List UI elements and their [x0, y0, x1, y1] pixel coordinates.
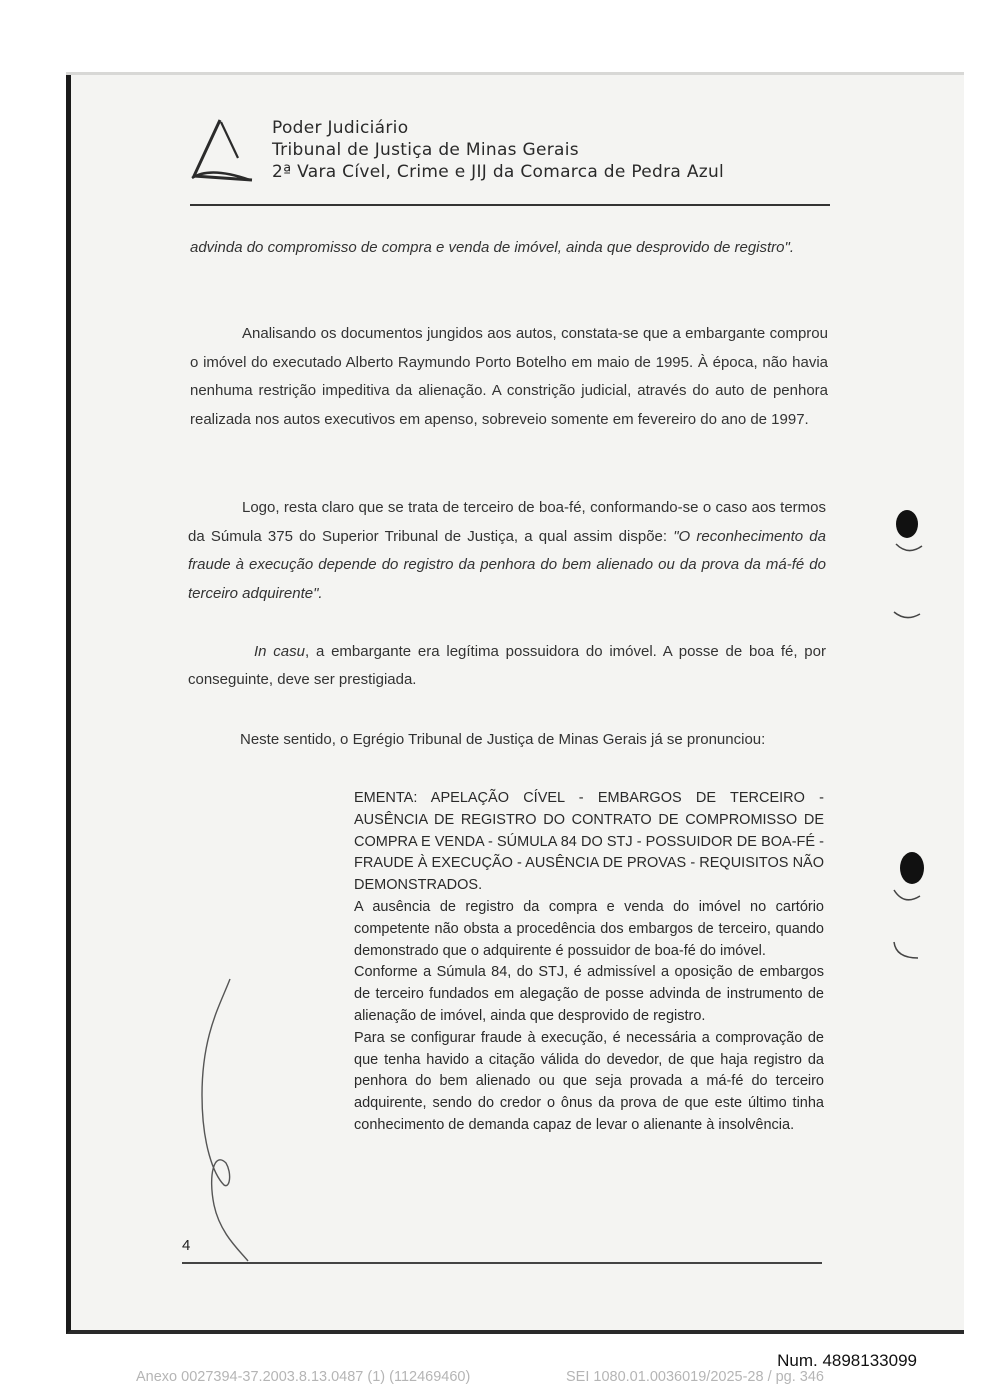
- ementa-block: [354, 788, 824, 1137]
- page-number: 4: [182, 1237, 191, 1254]
- ementa-paragraph-1: A ausência de registro da compra e venda do imóvel no cartório competente não obsta a procedência dos embargos de terceiro, quando demonstrado que o adquirente é possuidor de boa-fé do imóvel.: [354, 898, 824, 959]
- document-number: Num. 4898133099: [777, 1351, 917, 1370]
- court-triangle-logo-icon: [190, 118, 254, 184]
- paragraph-precedent-intro: Neste sentido, o Egrégio Tribunal de Justiça de Minas Gerais já se pronunciou:: [240, 731, 766, 748]
- in-casu-text: In casu: [254, 643, 305, 660]
- header-court: Tribunal de Justiça de Minas Gerais: [272, 140, 579, 160]
- ementa-paragraph-2: Conforme a Súmula 84, do STJ, é admissível a oposição de embargos de terceiro fundados em alegação de posse advinda de instrumento de alienação de imóvel, ainda que desprovido de registro.: [354, 964, 824, 1024]
- sumula-quote-text: "O reconhecimento da fraude à execução depende do registro da penhora do bem alienado ou da prova da má-fé do terceiro adquirente".: [188, 527, 826, 602]
- binder-hole-mark: [896, 510, 918, 538]
- binder-hole-arc-icon: [890, 940, 920, 964]
- paragraph-in-casu: [188, 638, 826, 694]
- ementa-paragraph-3: Para se configurar fraude à execução, é necessária a comprovação de que tenha havido a citação válida do devedor, de que haja registro da penhora do bem alienado ou que seja provada a má-fé do terceiro adquirente, sendo do credor o ônus da prova de que este último tinha conhecimento de demanda capaz de levar o alienante à insolvência.: [354, 1029, 824, 1133]
- footer-rule: [182, 1262, 822, 1264]
- footer-annex-reference: Anexo 0027394-37.2003.8.13.0487 (1) (112469460): [136, 1369, 471, 1385]
- header-vara: 2ª Vara Cível, Crime e JIJ da Comarca de Pedra Azul: [272, 162, 725, 182]
- scan-edge: [66, 72, 964, 75]
- paragraph-continuation: advinda do compromisso de compra e venda de imóvel, ainda que desprovido de registro".: [190, 239, 795, 256]
- sumula-intro-text: Logo, resta claro que se trata de terceiro de boa-fé, conformando-se o caso aos termos da Súmula 375 do Superior Tribunal de Justiça, a qual assim dispõe:: [188, 499, 826, 545]
- binder-hole-arc-icon: [892, 608, 922, 624]
- header-institution: Poder Judiciário: [272, 118, 409, 138]
- binder-hole-mark: [900, 852, 924, 884]
- in-casu-rest-text: , a embargante era legítima possuidora do imóvel. A posse de boa fé, por conseguinte, deve ser prestigiada.: [188, 643, 826, 688]
- paragraph-analysis: Analisando os documentos jungidos aos autos, constata-se que a embargante comprou o imóvel do executado Alberto Raymundo Porto Botelho em maio de 1995. À época, não havia nenhuma restrição impeditiva da alienação. A constrição judicial, através do auto de penhora realizada nos autos executivos em apenso, sobreveio somente em fevereiro do ano de 1997.: [190, 325, 828, 428]
- binder-hole-arc-icon: [892, 886, 922, 906]
- handwritten-signature-mark: [190, 975, 260, 1265]
- footer-sei-reference: SEI 1080.01.0036019/2025-28 / pg. 346: [566, 1369, 824, 1385]
- header-rule: [190, 204, 830, 206]
- binder-hole-arc-icon: [894, 540, 924, 556]
- paragraph-sumula-375: [188, 494, 826, 608]
- ementa-title: EMENTA: APELAÇÃO CÍVEL - EMBARGOS DE TERCEIRO - AUSÊNCIA DE REGISTRO DO CONTRATO DE COMPROMISSO DE COMPRA E VENDA - SÚMULA 84 DO STJ - POSSUIDOR DE BOA-FÉ - FRAUDE À EXECUÇÃO - AUSÊNCIA DE PROVAS - REQUISITOS NÃO DEMONSTRADOS.: [354, 790, 824, 894]
